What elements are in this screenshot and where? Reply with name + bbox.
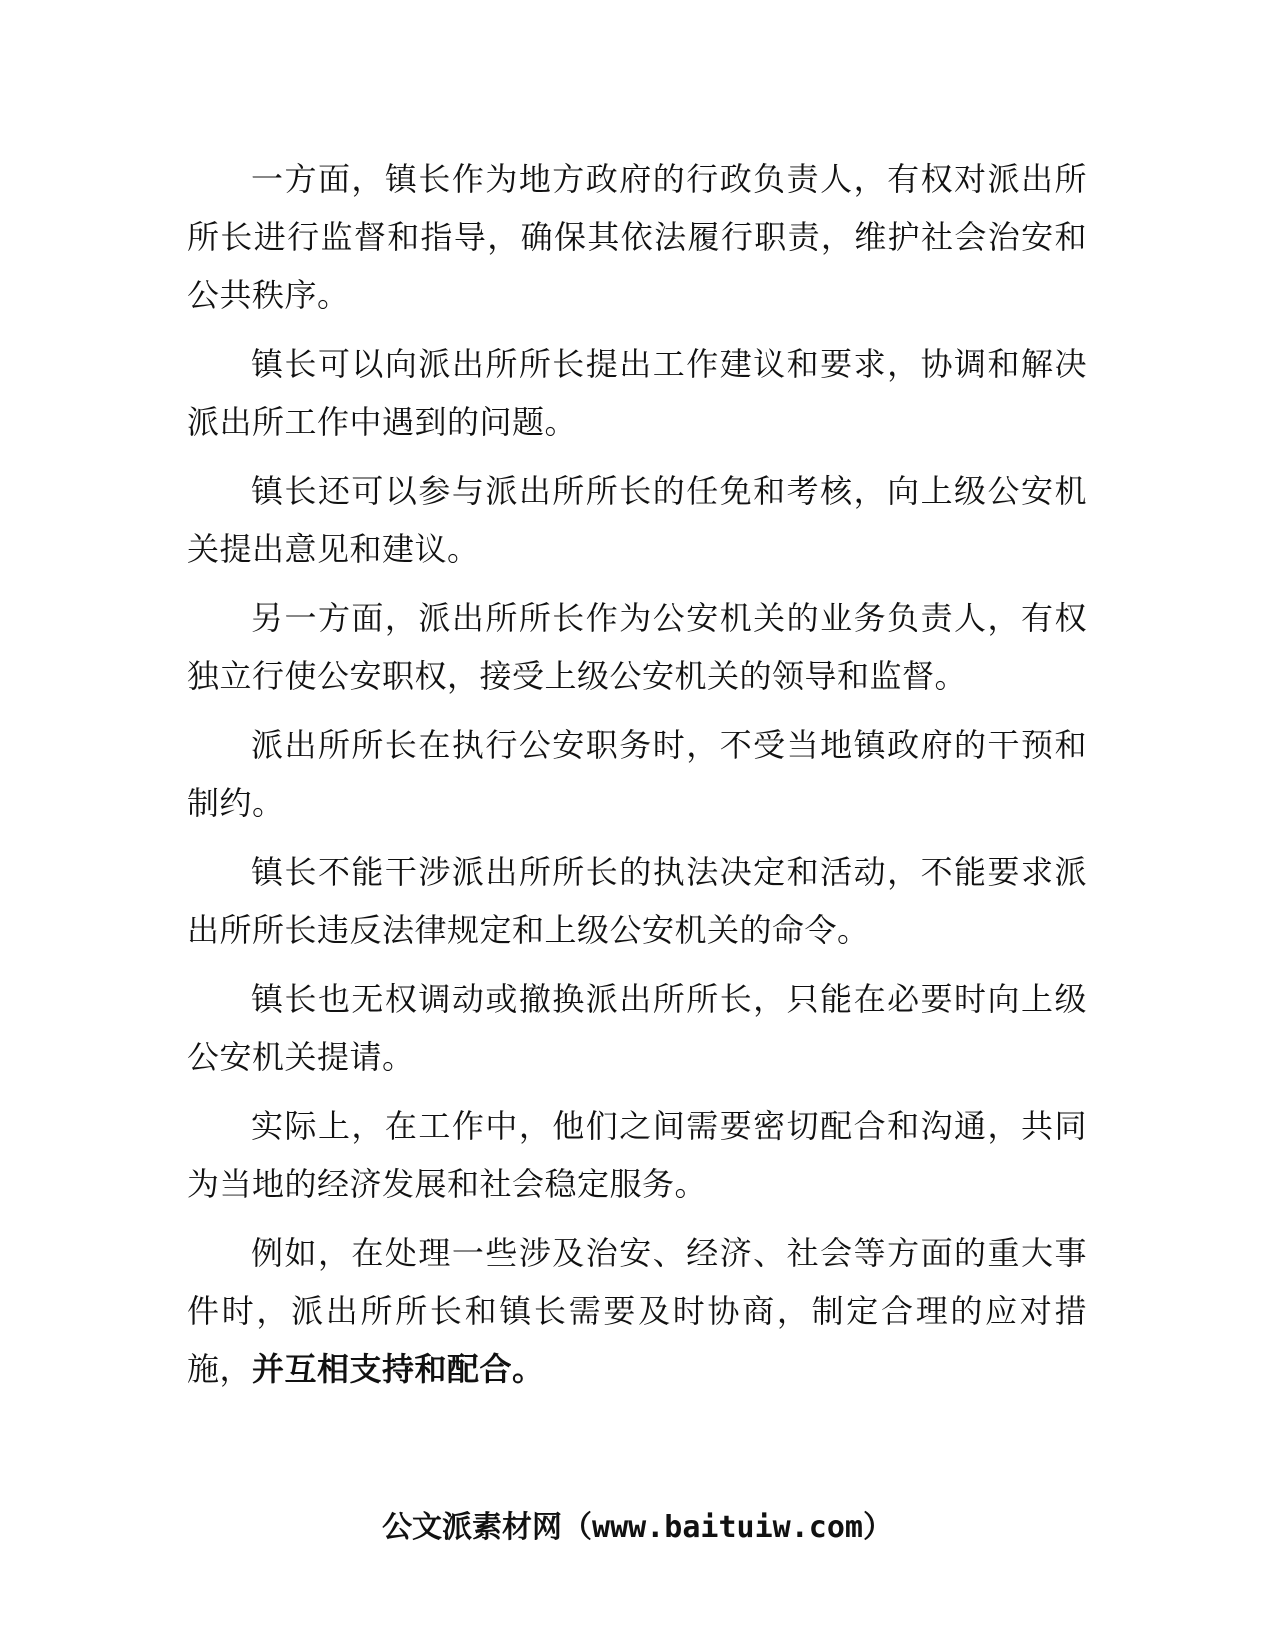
paragraph-8: 实际上，在工作中，他们之间需要密切配合和沟通，共同为当地的经济发展和社会稳定服务。 [187, 1107, 1087, 1203]
paragraph-3: 镇长还可以参与派出所所长的任免和考核，向上级公安机关提出意见和建议。 [187, 472, 1087, 568]
paragraph-1: 一方面，镇长作为地方政府的行政负责人，有权对派出所所长进行监督和指导，确保其依法履行职责，维护社会治安和公共秩序。 [187, 160, 1087, 314]
footer-source-line [0, 1508, 1275, 1548]
paragraph-4: 另一方面，派出所所长作为公安机关的业务负责人，有权独立行使公安职权，接受上级公安机关的领导和监督。 [187, 599, 1087, 695]
footer-open-paren: （ [562, 1510, 593, 1545]
paragraph-2: 镇长可以向派出所所长提出工作建议和要求，协调和解决派出所工作中遇到的问题。 [187, 345, 1087, 441]
footer-url: www.baituiw.com [592, 1510, 863, 1545]
paragraph-5: 派出所所长在执行公安职务时，不受当地镇政府的干预和制约。 [187, 726, 1087, 822]
paragraph-6: 镇长不能干涉派出所所长的执法决定和活动，不能要求派出所所长违反法律规定和上级公安机关的命令。 [187, 853, 1087, 949]
paragraph-9-text: 例如，在处理一些涉及治安、经济、社会等方面的重大事件时，派出所所长和镇长需要及时协商，制定合理的应对措施， [187, 1234, 1087, 1388]
paragraph-7: 镇长也无权调动或撤换派出所所长，只能在必要时向上级公安机关提请。 [187, 980, 1087, 1076]
document-body [187, 150, 1087, 1409]
paragraph-9-bold-text: 并互相支持和配合。 [252, 1350, 545, 1388]
paragraph-9 [187, 1224, 1087, 1398]
footer-site-name: 公文派素材网 [382, 1510, 563, 1545]
footer-close-paren: ） [862, 1510, 893, 1545]
